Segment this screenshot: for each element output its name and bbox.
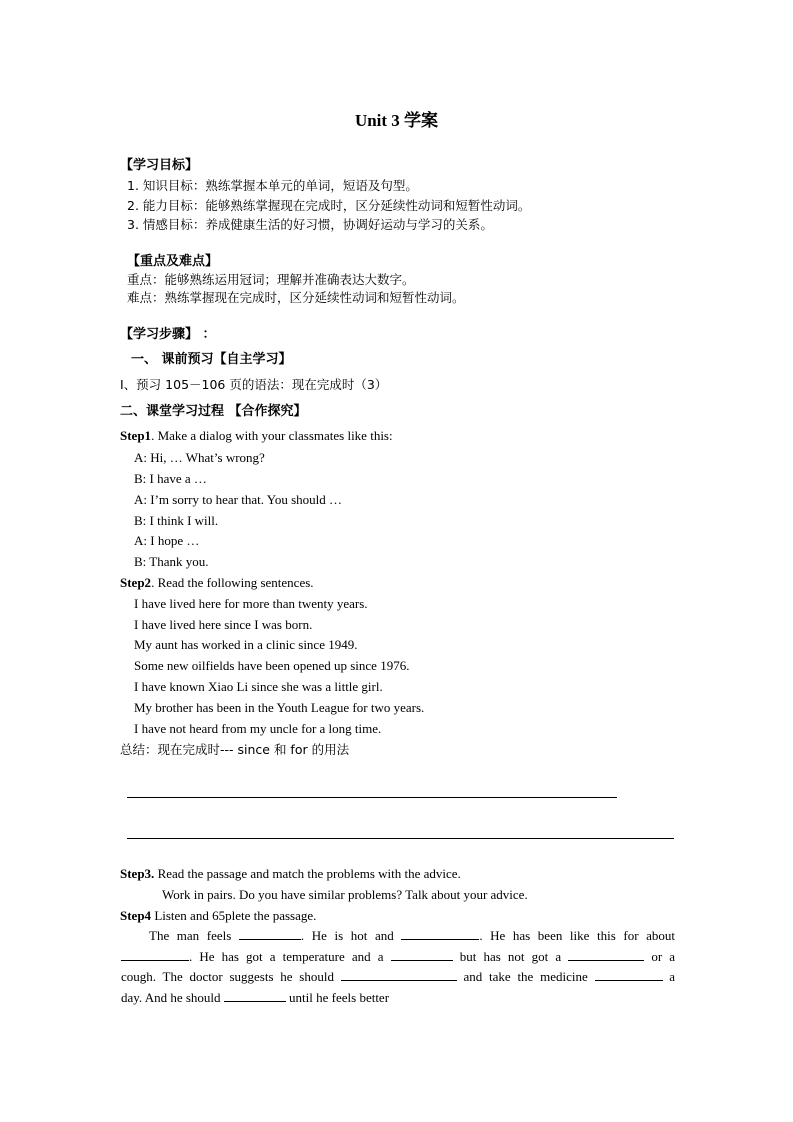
- sentence-line: I have lived here since I was born.: [134, 617, 313, 632]
- dialog-line: A: Hi, … What’s wrong?: [134, 450, 265, 465]
- keypoints-heading: 【重点及难点】: [127, 254, 219, 269]
- sentence-line: My brother has been in the Youth League for two years.: [134, 700, 425, 715]
- answer-line: [127, 838, 674, 839]
- blank-field[interactable]: [121, 948, 189, 961]
- step3-label: Step3.: [120, 866, 155, 881]
- step3-line: [120, 866, 461, 882]
- sentence-line: I have known Xiao Li since she was a little girl.: [134, 679, 383, 694]
- dialog-line: B: I think I will.: [134, 513, 219, 528]
- objective-item: 3. 情感目标：养成健康生活的好习惯，协调好运动与学习的关系。: [127, 217, 493, 232]
- steps-heading: 【学习步骤】 ：: [120, 327, 216, 342]
- dialog-line: B: Thank you.: [134, 554, 209, 569]
- objectives-heading: 【学习目标】: [120, 158, 199, 173]
- step3-line2: Work in pairs. Do you have similar problems? Talk about your advice.: [162, 887, 528, 902]
- step1-text: . Make a dialog with your classmates like this:: [151, 428, 393, 443]
- objective-item: 2. 能力目标：能够熟练掌握现在完成时，区分延续性动词和短暂性动词。: [127, 198, 531, 213]
- dialog-line: A: I hope …: [134, 533, 200, 548]
- step4-passage: The man feels . He is hot and . He has been like this for about . He has got a temperature and a but has not got a or a cough. The doctor suggests he should and take the medicine a day. And he should until he feels better: [121, 928, 676, 1006]
- step2-summary: 总结：现在完成时--- since 和 for 的用法: [120, 742, 350, 757]
- step4-line: [120, 908, 316, 924]
- step4-label: Step4: [120, 908, 152, 923]
- step2-label: Step2: [120, 575, 152, 590]
- sentence-line: My aunt has worked in a clinic since 1949.: [134, 637, 358, 652]
- dialog-line: A: I’m sorry to hear that. You should …: [134, 492, 342, 507]
- blank-field[interactable]: [239, 927, 301, 940]
- preview-text: I、预习 105－106 页的语法：现在完成时（3）: [120, 377, 388, 392]
- sentence-line: I have not heard from my uncle for a long time.: [134, 721, 382, 736]
- part1-heading: 一、 课前预习【自主学习】: [131, 352, 292, 367]
- step1-label: Step1: [120, 428, 152, 443]
- blank-field[interactable]: [595, 968, 663, 981]
- blank-field[interactable]: [401, 927, 479, 940]
- part2-heading: 二、课堂学习过程 【合作探究】: [120, 404, 307, 419]
- blank-field[interactable]: [568, 948, 644, 961]
- objective-item: 1. 知识目标：熟练掌握本单元的单词，短语及句型。: [127, 178, 418, 193]
- dialog-line: B: I have a …: [134, 471, 207, 486]
- keypoint-focus: 重点：能够熟练运用冠词；理解并准确表达大数字。: [127, 272, 415, 287]
- answer-line: [127, 797, 617, 798]
- page-title: Unit 3 学案: [354, 111, 439, 130]
- step1-line: [120, 428, 393, 444]
- sentence-line: Some new oilfields have been opened up since 1976.: [134, 658, 410, 673]
- blank-field[interactable]: [391, 948, 453, 961]
- step2-text: . Read the following sentences.: [151, 575, 314, 590]
- blank-field[interactable]: [224, 989, 286, 1002]
- step2-line: [120, 575, 314, 591]
- keypoint-difficulty: 难点：熟练掌握现在完成时，区分延续性动词和短暂性动词。: [127, 290, 465, 305]
- step4-text: Listen and 65plete the passage.: [151, 908, 317, 923]
- blank-field[interactable]: [341, 968, 457, 981]
- sentence-line: I have lived here for more than twenty years.: [134, 596, 368, 611]
- step3-text: Read the passage and match the problems with the advice.: [154, 866, 461, 881]
